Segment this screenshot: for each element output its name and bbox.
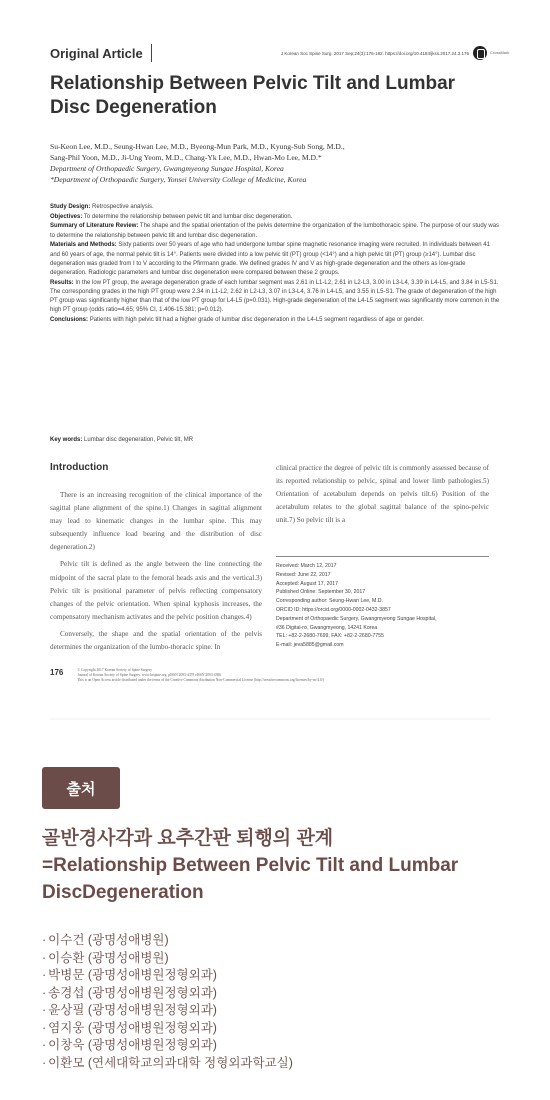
copyright-line-1: © Copyright 2017 Korean Society of Spine Surgery	[77, 668, 152, 672]
conclusions-label: Conclusions:	[50, 316, 89, 323]
source-badge: 출처	[42, 767, 120, 809]
source-title	[42, 825, 522, 906]
article-info-box	[276, 556, 489, 650]
authors-line-1: Su-Keon Lee, M.D., Seung-Hwan Lee, M.D., Byeong-Mun Park, M.D., Kyung-Sub Song, M.D.,	[50, 142, 345, 151]
paper-authors	[50, 141, 500, 185]
paper-footer	[50, 668, 490, 680]
author-address: #36 Digital-ro, Gwangmyeong, 14241 Korea	[276, 624, 378, 631]
author-department: Department of Orthopaedic Surgery, Gwangmyeong Sungae Hospital,	[276, 615, 437, 622]
intro-paragraph-2: Pelvic tilt is defined as the angle between the line connecting the midpoint of the sacral plate to the femoral heads axis and the vertical.3) Pelvic tilt is positional parameter of pelvis reflecting compensatory changes of the pelvic orientation. When spinal kyphosis increases, the compensatory mechanism activates and the pelvic position changes.4)	[50, 560, 262, 621]
methods-text: Sixty patients over 50 years of age who had undergone lumbar spine magnetic resonance imaging were recruited. In individuals between 41 and 60 years of age, the normal pelvic tilt is 14°. Patients were divided into a low pelvic tilt (PT) group (<14°) and a high pelvic tilt (PT) group (≥14°). Lumbar disc degeneration was graded from I to V according to the Pfirrmann grade. We defined grades IV and V as high-grade degeneration and the others as low-grade degeneration. Radiologic parameters and lumbar disc degeneration were compared between these 2 groups.	[50, 242, 490, 276]
revised-date: Revised: June 22, 2017	[276, 571, 331, 578]
intro-left-column	[50, 489, 262, 658]
journal-citation: J Korean Soc Spine Surg. 2017 Sep;24(3):176-182. https://doi.org/10.4184/jkss.2017.24.3.176	[280, 50, 469, 56]
abstract-design	[50, 203, 500, 212]
copyright-line-2: Journal of Korean Society of Spine Surgery. www.krspine.org. pISSN 2093-4378 eISSN 2093-4386	[77, 673, 221, 677]
methods-label: Materials and Methods:	[50, 242, 117, 249]
crossmark-label: CrossMark	[490, 49, 510, 55]
abstract-conclusions	[50, 316, 500, 325]
affiliation-2: *Department of Orthopaedic Surgery, Yonsei University College of Medicine, Korea	[50, 175, 307, 184]
source-title-english-2: DiscDegeneration	[42, 882, 204, 903]
source-author-item: · 송경섭 (광명성애병원정형외과)	[42, 985, 522, 1003]
keywords	[50, 437, 500, 443]
source-title-korean: 골반경사각과 요추간판 퇴행의 관계	[42, 828, 334, 849]
corresponding-author: Corresponding author: Seung-Hwan Lee, M.D.	[276, 598, 383, 605]
source-author-list	[42, 932, 522, 1072]
intro-paragraph-3: Conversely, the shape and the spatial orientation of the pelvis determines the organization of the lumbo-thoracic spine. In	[50, 629, 262, 652]
page-number: 176	[50, 668, 64, 677]
header-divider	[151, 44, 152, 62]
abstract-objectives	[50, 213, 500, 222]
intro-right-column	[276, 462, 489, 531]
source-author-item: · 윤상필 (광명성애병원정형외과)	[42, 1002, 522, 1020]
design-text: Retrospective analysis.	[92, 204, 154, 210]
objectives-label: Objectives:	[50, 213, 83, 220]
results-label: Results:	[50, 279, 74, 286]
author-email: E-mail: jeva5885@gmail.com	[276, 642, 344, 649]
abstract-results	[50, 279, 500, 316]
copyright-text	[77, 668, 324, 683]
copyright-line-3: This is an Open Access article distributed under the terms of the Creative Commons Attribution Non-Commercial License (http://creativecommons.org/licenses/by-nc/4.0/)	[77, 678, 324, 682]
paper-title: Relationship Between Pelvic Tilt and Lumbar Disc Degeneration	[50, 73, 456, 118]
published-date: Published Online: September 30, 2017	[276, 589, 366, 596]
affiliation-1: Department of Orthopaedic Surgery, Gwangmyeong Sungae Hospital, Korea	[50, 164, 284, 173]
article-type: Original Article	[50, 45, 143, 61]
intro-paragraph-1: There is an increasing recognition of the clinical importance of the sagittal plane alignment of the spine.1) Changes in sagittal alignment may lead to kinematic changes in the lumbar spine. This may subsequently influence load bearing and the distribution of disc degeneration.2)	[50, 491, 262, 552]
authors-line-2: Sang-Phil Yoon, M.D., Ji-Ung Yeom, M.D., Chang-Yk Lee, M.D., Hwan-Mo Lee, M.D.*	[50, 153, 322, 162]
summary-label: Summary of Literature Review:	[50, 223, 139, 230]
accepted-date: Accepted: August 17, 2017	[276, 580, 339, 587]
design-label: Study Design:	[50, 204, 91, 210]
crossmark-icon	[473, 46, 487, 60]
source-title-english-1: =Relationship Between Pelvic Tilt and Lumbar	[42, 855, 459, 876]
intro-right-paragraph: clinical practice the degree of pelvic tilt is commonly assessed because of its reported relationship to pelvic, spinal and lower limb pathologies.5) Orientation of acetabulum depends on pelvis tilt.6) Position of the acetabulum relates to the global sagittal balance of the spino-pelvic unit.7) So pelvic tilt is a	[276, 464, 489, 525]
author-phone: TEL: +82-2-2680-7699, FAX: +82-2-2680-7755	[276, 633, 384, 640]
received-date: Received: March 12, 2017	[276, 563, 337, 569]
paper-header	[50, 40, 510, 66]
source-author-item: · 염지웅 (광명성애병원정형외과)	[42, 1020, 522, 1038]
abstract-summary	[50, 222, 500, 240]
keywords-text: Lumbar disc degeneration, Pelvic tilt, MR	[84, 437, 194, 443]
source-author-item: · 이창욱 (광명성애병원정형외과)	[42, 1037, 522, 1055]
objectives-text: To determine the relationship between pelvic tilt and lumbar disc degeneration.	[83, 213, 293, 220]
source-author-item: · 박병문 (광명성애병원정형외과)	[42, 967, 522, 985]
summary-text: The shape and the spatial orientation of the pelvis determine the organization of the lumbothoracic spine. The purpose of our study was to determine the relationship between pelvic tilt and lumbar disc degeneration.	[50, 223, 500, 239]
orcid-id: ORCID ID: https://orcid.org/0000-0002-0432-3857	[276, 606, 391, 613]
source-author-item: · 이환모 (연세대학교의과대학 정형외과학교실)	[42, 1055, 522, 1073]
source-author-item: · 이승환 (광명성애병원)	[42, 950, 522, 968]
source-author-item: · 이수건 (광명성애병원)	[42, 932, 522, 950]
scan-edge	[50, 716, 490, 720]
results-text: In the low PT group, the average degeneration grade of each lumbar segment was 2.61 in L1-L2, 2.61 in L2-L3, 3.00 in L3-L4, 3.39 in L4-L5, and 3.84 in L5-S1. The corresponding grades in the high PT group were 2.34 in L1-L2, 2.62 in L2-L3, 3.07 in L3-L4, 3.76 in L4-L5, and 3.55 in L5-S1. The grade of degeneration of the high PT group was significantly higher than that of the low PT group for L4-L5 (p=0.031). High-grade degeneration of the L4-L5 segment was significantly more common in the high PT group (odds ratio=4.65; 95% CI, 1.406-15.381; p=0.012).	[50, 279, 500, 314]
intro-heading: Introduction	[50, 462, 109, 473]
conclusions-text: Patients with high pelvic tilt had a higher grade of lumbar disc degeneration in the L4-L5 segment regardless of age or gender.	[89, 316, 424, 323]
keywords-label: Key words:	[50, 437, 83, 443]
abstract	[50, 203, 500, 326]
abstract-methods	[50, 241, 500, 278]
